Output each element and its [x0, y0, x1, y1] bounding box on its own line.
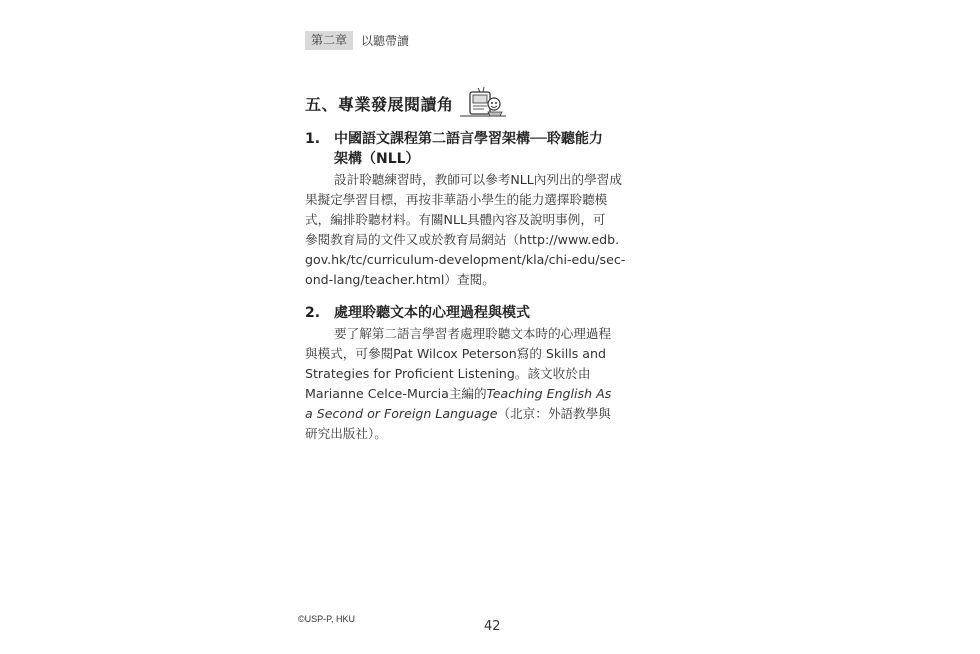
- item-1-paragraph: [305, 170, 643, 290]
- item-2-number: 2.: [305, 305, 321, 321]
- chapter-label: 第二章: [305, 31, 353, 50]
- item-1-title-line1: 中國語文課程第二語言學習架構──聆聽能力: [334, 131, 603, 147]
- item-1-title-line2: 架構（NLL）: [334, 151, 420, 167]
- paragraph-line: 設計聆聽練習時，教師可以參考NLL內列出的學習成: [334, 172, 622, 187]
- paragraph-line: 與模式，可參閱Pat Wilcox Peterson寫的 Skills and: [305, 346, 606, 361]
- paragraph-line: 果擬定學習目標，再按非華語小學生的能力選擇聆聽模: [305, 192, 608, 207]
- paragraph-line: 式，編排聆聽材料。有關NLL具體內容及說明事例，可: [305, 212, 606, 227]
- paragraph-line: ond-lang/teacher.html）查閱。: [305, 272, 495, 287]
- paragraph-line: gov.hk/tc/curriculum-development/kla/chi-edu/sec-: [305, 252, 626, 267]
- section-title: 五、專業發展閱讀角: [305, 94, 454, 114]
- item-1-number: 1.: [305, 131, 321, 147]
- editor-text: Marianne Celce-Murcia主編的: [305, 386, 487, 401]
- item-2-paragraph: [305, 324, 643, 444]
- paragraph-line: 參閱教育局的文件又或於教育局網站（http://www.edb.: [305, 232, 620, 247]
- book-title-part2: a Second or Foreign Language: [305, 406, 498, 421]
- paragraph-line: 要了解第二語言學習者處理聆聽文本時的心理過程: [334, 326, 612, 341]
- book-title-part1: Teaching English As: [486, 386, 612, 401]
- paragraph-line: [305, 384, 643, 404]
- page-number: 42: [484, 619, 501, 634]
- item-1-title: [305, 129, 645, 169]
- chapter-title: 以聽帶讀: [361, 34, 410, 48]
- item-2-title: [305, 303, 645, 323]
- paragraph-line: Strategies for Proficient Listening。該文收於由: [305, 366, 591, 381]
- section-heading: [305, 86, 508, 120]
- publisher-text: （北京：外語教學與: [497, 406, 611, 421]
- books-reading-icon: [458, 86, 508, 120]
- item-2-title-line1: 處理聆聽文本的心理過程與模式: [334, 305, 530, 321]
- paragraph-line: 研究出版社）。: [305, 426, 387, 441]
- paragraph-line: [305, 404, 643, 424]
- copyright-text: ©USP-P, HKU: [298, 614, 355, 624]
- chapter-header: [305, 31, 409, 50]
